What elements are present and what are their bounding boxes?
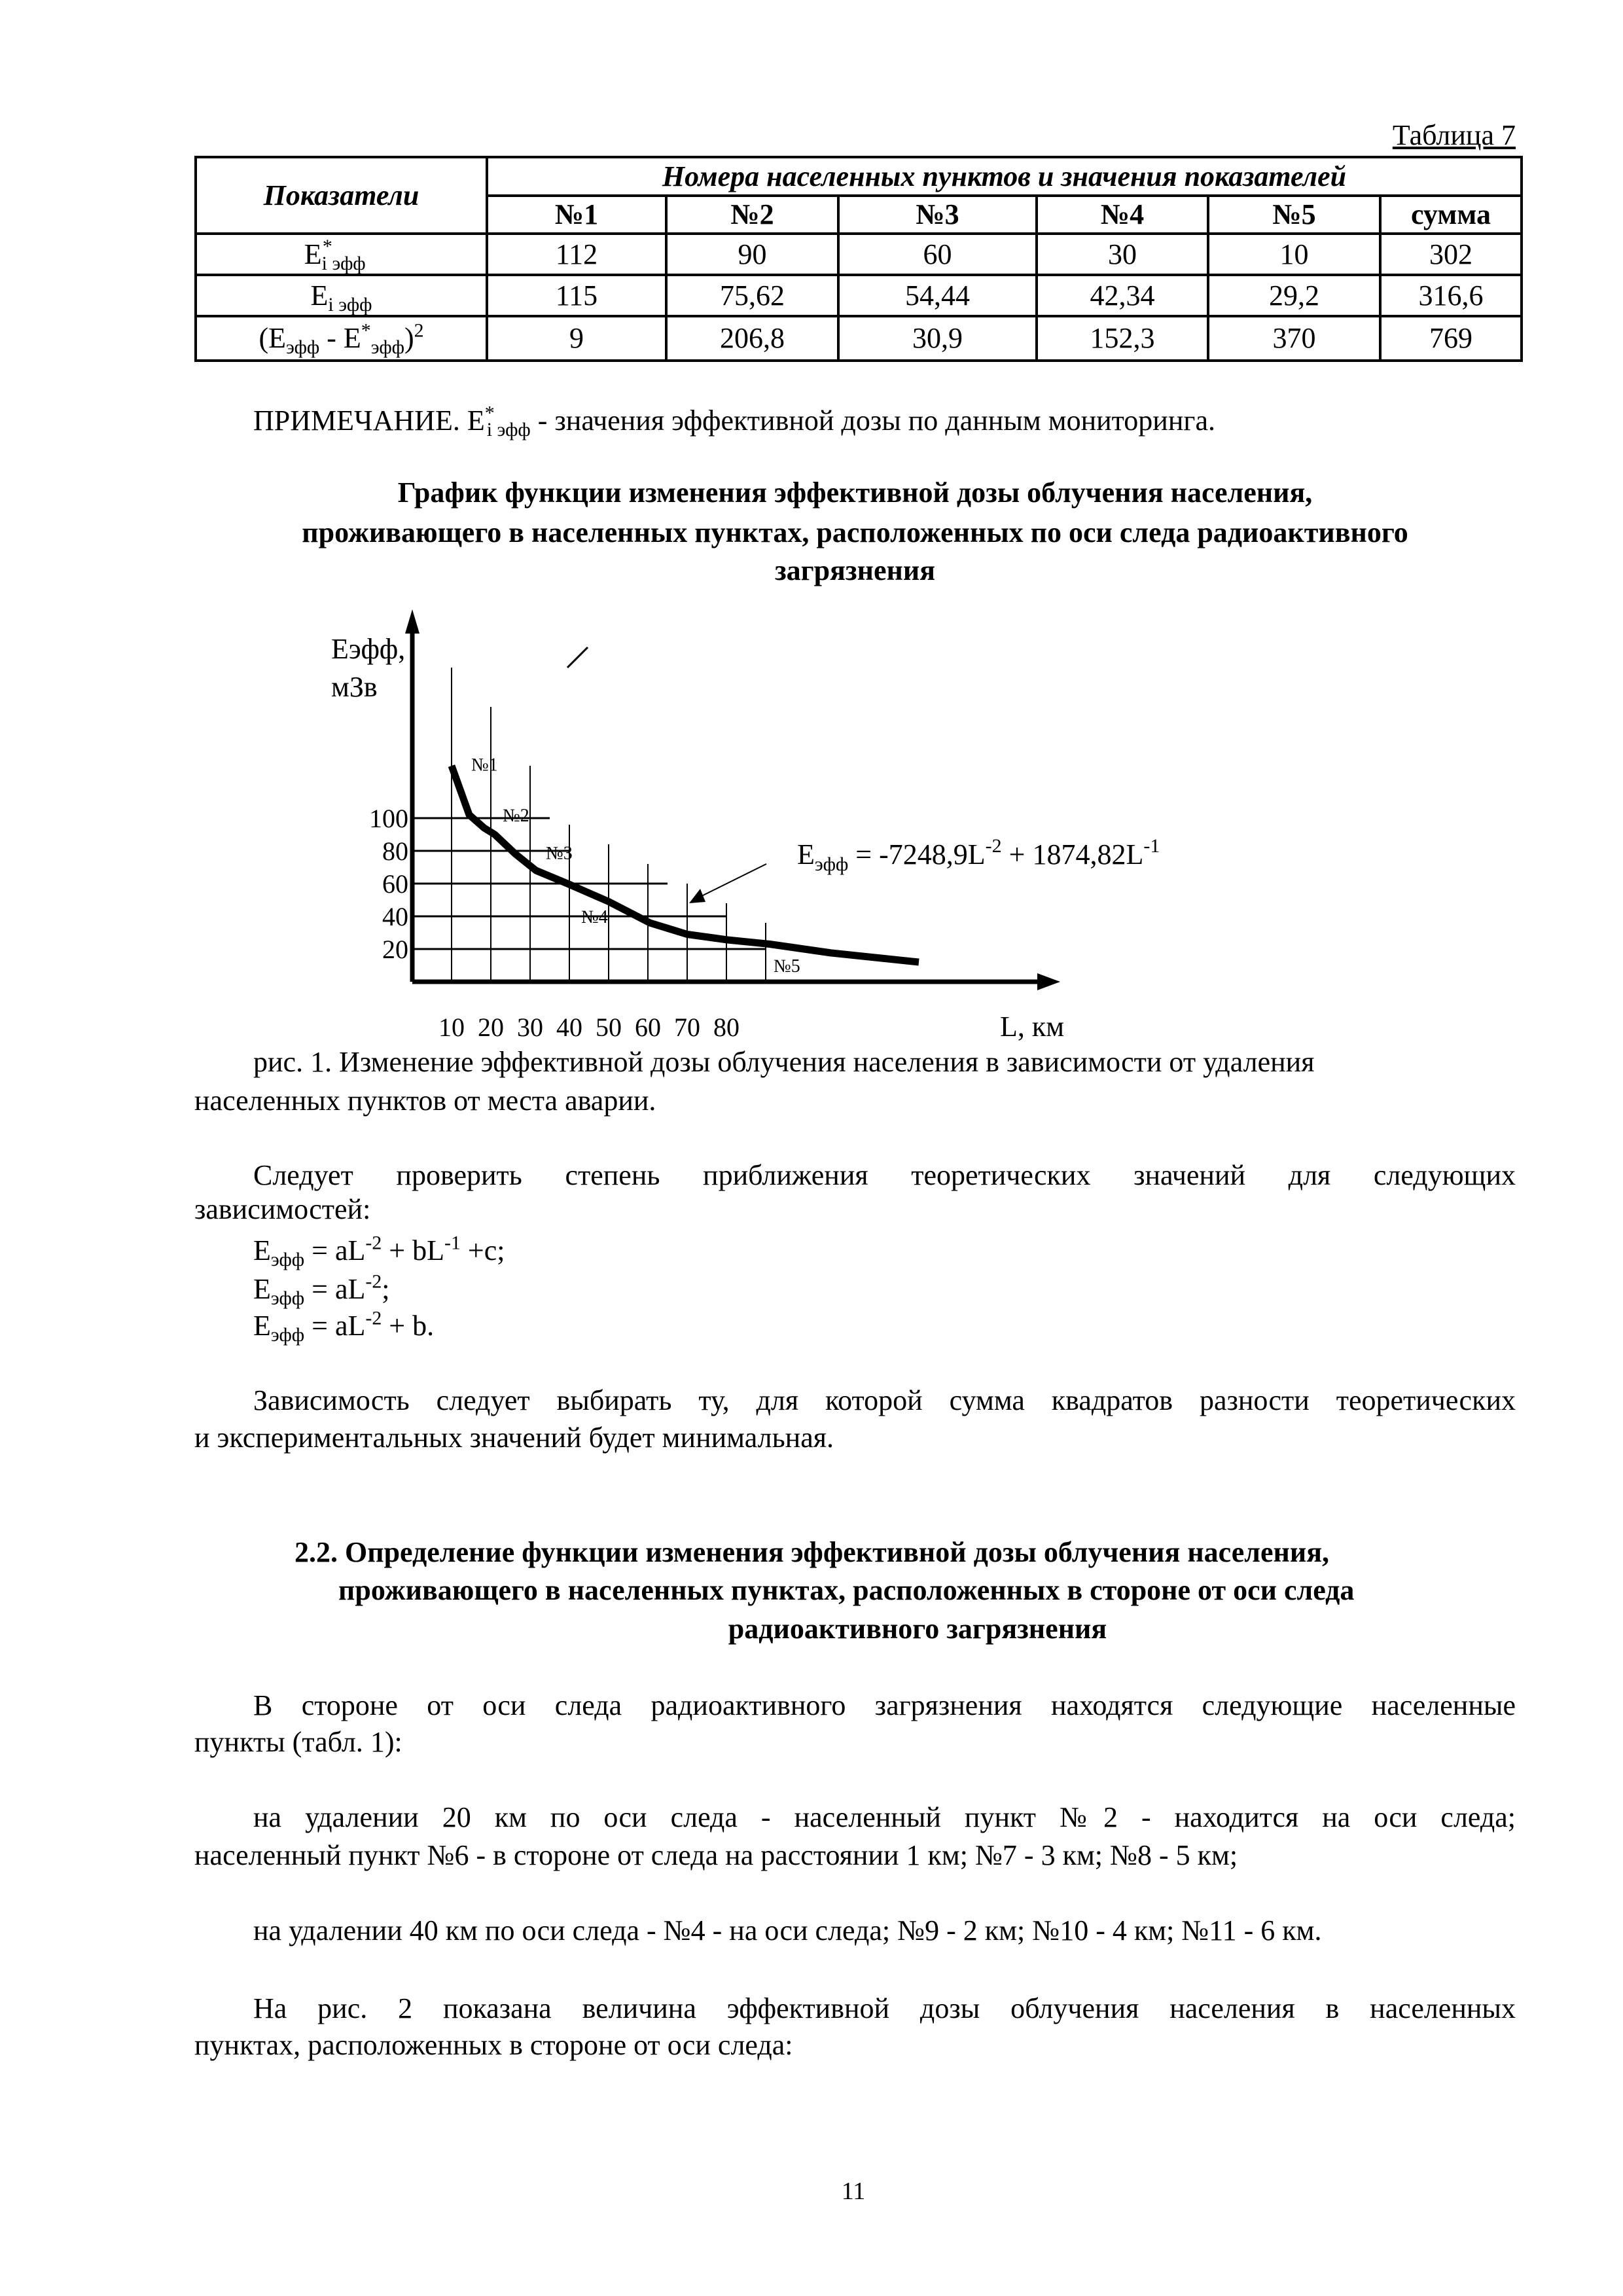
table-note: ПРИМЕЧАНИЕ. $E^*_{i эфф}$ - значения эффективной дозы по данным мониторинга. [253, 402, 1215, 440]
x-tick-label: 20 [478, 1013, 504, 1042]
table-col-header: сумма [1380, 196, 1522, 234]
table-cell: 9 [487, 316, 666, 361]
equation-pointer-arrow [692, 864, 766, 901]
y-tick-label: 80 [382, 836, 408, 866]
x-axis-arrow-icon [1037, 973, 1060, 990]
paragraph-line: На рис. 2 показана величина эффективной дозы облучения населения в населенных [253, 1992, 1516, 2024]
y-tick-label: 100 [369, 804, 408, 833]
table-col-header: №4 [1037, 196, 1208, 234]
page-number: 11 [841, 2178, 866, 2205]
x-axis-label: L, км [1000, 1011, 1065, 1043]
table-col-header: №3 [838, 196, 1037, 234]
section-heading-line: радиоактивного загрязнения [728, 1613, 1107, 1645]
table-cell: 112 [487, 234, 666, 275]
stray-slash-mark [567, 647, 588, 668]
chart-title-line: проживающего в населенных пунктах, расположенных по оси следа радиоактивного [302, 516, 1408, 548]
section-heading-line: проживающего в населенных пунктах, расположенных в стороне от оси следа [338, 1574, 1355, 1606]
table-col-header: №2 [666, 196, 838, 234]
table-row [196, 234, 1522, 275]
equation-label: $E_{эфф} = -7248,9L^{-2} + 1874,82L^{-1}$ [797, 835, 1160, 875]
paragraph-line: пунктах, расположенных в стороне от оси следа: [194, 2029, 793, 2061]
table-cell: 60 [838, 234, 1037, 275]
paragraph-line: пункты (табл. 1): [194, 1726, 402, 1758]
y-tick-label: 20 [382, 935, 408, 964]
table-caption: Таблица 7 [1392, 119, 1516, 151]
row-label: $E_{i эфф}$ [196, 275, 487, 316]
table-cell: 30,9 [838, 316, 1037, 361]
equation-pointer-arrowhead-icon [689, 889, 705, 903]
row-label: $E_{i эфф}^*$ [196, 234, 487, 275]
table-cell: 769 [1380, 316, 1522, 361]
point-label: №1 [471, 755, 498, 776]
y-axis-label: Eэфф, [331, 633, 406, 665]
paragraph-line: В стороне от оси следа радиоактивного загрязнения находятся следующие населенные [253, 1689, 1516, 1721]
x-tick-label: 40 [556, 1013, 582, 1042]
table-cell: 302 [1380, 234, 1522, 275]
chart-title-line: загрязнения [774, 554, 935, 586]
series-line [452, 766, 919, 962]
y-tick-label: 60 [382, 869, 408, 899]
table-col-header: №5 [1208, 196, 1380, 234]
paragraph-line: на удалении 20 км по оси следа - населенный пункт №2 - находится на оси следа; [253, 1801, 1516, 1833]
table-cell: 90 [666, 234, 838, 275]
table-row [196, 275, 1522, 316]
y-axis-arrow-icon [405, 609, 419, 634]
choose-text-line: и экспериментальных значений будет минимальная. [194, 1422, 834, 1454]
table-header-indicator: Показатели [196, 157, 487, 234]
table-col-header: №1 [487, 196, 666, 234]
y-axis-unit: мЗв [331, 671, 378, 703]
table-cell: 75,62 [666, 275, 838, 316]
x-tick-label: 60 [635, 1013, 661, 1042]
section-heading-line: 2.2. Определение функции изменения эффективной дозы облучения населения, [294, 1536, 1329, 1568]
formula-3: $E_{эфф} = aL^{-2} + b$. [253, 1307, 435, 1346]
table-cell: 206,8 [666, 316, 838, 361]
point-label: №2 [503, 806, 529, 826]
point-label: №3 [546, 843, 573, 864]
figure-caption-line: населенных пунктов от места аварии. [194, 1085, 656, 1117]
table-row [196, 316, 1522, 361]
point-label: №5 [774, 956, 800, 977]
table-cell: 29,2 [1208, 275, 1380, 316]
x-tick-label: 70 [674, 1013, 700, 1042]
check-text-line: Следует проверить степень приближения теоретических значений для следующих [253, 1159, 1516, 1191]
x-tick-label: 10 [438, 1013, 465, 1042]
check-text-line: зависимостей: [194, 1193, 371, 1225]
point-label: №4 [581, 907, 608, 927]
table-cell: 316,6 [1380, 275, 1522, 316]
choose-text-line: Зависимость следует выбирать ту, для которой сумма квадратов разности теоретических [253, 1384, 1516, 1416]
formula-2: $E_{эфф} = aL^{-2}$; [253, 1270, 390, 1309]
formula-1: $E_{эфф} = aL^{-2} + bL^{-1} +c$; [253, 1232, 505, 1270]
x-tick-label: 30 [517, 1013, 543, 1042]
y-tick-label: 40 [382, 902, 408, 931]
paragraph-line: на удалении 40 км по оси следа - №4 - на оси следа; №9 - 2 км; №10 - 4 км; №11 - 6 км. [253, 1914, 1322, 1946]
row-label: $(E_{эфф} - E^*_{эфф})^2$ [196, 316, 487, 361]
table-cell: 115 [487, 275, 666, 316]
table-cell: 30 [1037, 234, 1208, 275]
data-table [194, 156, 1523, 362]
table-cell: 42,34 [1037, 275, 1208, 316]
figure-caption-line: рис. 1. Изменение эффективной дозы облучения населения в зависимости от удаления [253, 1046, 1315, 1078]
x-tick-label: 80 [713, 1013, 740, 1042]
x-tick-label: 50 [596, 1013, 622, 1042]
table-header-group: Номера населенных пунктов и значения показателей [487, 157, 1522, 196]
table-cell: 10 [1208, 234, 1380, 275]
table-cell: 54,44 [838, 275, 1037, 316]
table-cell: 370 [1208, 316, 1380, 361]
table-cell: 152,3 [1037, 316, 1208, 361]
paragraph-line: населенный пункт №6 - в стороне от следа на расстоянии 1 км; №7 - 3 км; №8 - 5 км; [194, 1839, 1238, 1871]
chart-title-line: График функции изменения эффективной дозы облучения населения, [397, 476, 1313, 509]
